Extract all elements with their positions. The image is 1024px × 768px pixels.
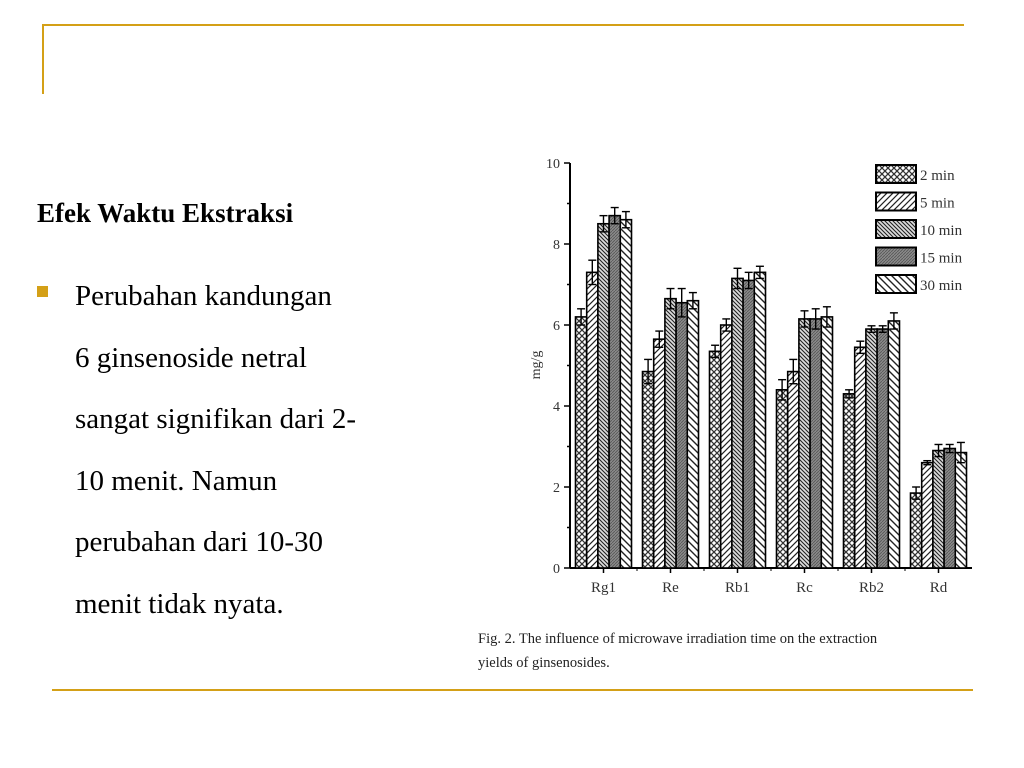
legend-label: 30 min: [920, 278, 963, 294]
bar: [777, 390, 788, 568]
legend-swatch: [876, 220, 916, 238]
y-tick-label: 4: [553, 400, 560, 415]
bar: [877, 329, 888, 568]
x-tick-label: Rb1: [724, 580, 751, 596]
bar: [866, 329, 877, 568]
bar: [955, 453, 966, 568]
bar: [922, 463, 933, 568]
bullet-line: 10 menit. Namun: [75, 464, 278, 497]
legend-label: 10 min: [920, 223, 963, 239]
y-tick-label: 10: [546, 157, 560, 172]
bar: [732, 278, 743, 568]
y-tick-label: 6: [553, 319, 560, 334]
bar: [888, 321, 899, 568]
legend-swatch: [876, 165, 916, 183]
bar: [855, 347, 866, 568]
bar: [609, 216, 620, 568]
bar: [743, 280, 754, 568]
legend-swatch: [876, 248, 916, 266]
bar: [710, 351, 721, 568]
bullet-line: Perubahan kandungan: [75, 280, 332, 312]
legend-label: 15 min: [920, 250, 963, 267]
bar: [821, 317, 832, 568]
bar: [665, 299, 676, 568]
legend-label: 5 min: [920, 195, 955, 212]
bar: [576, 317, 587, 568]
bar: [911, 493, 922, 568]
bullet-line: menit tidak nyata.: [75, 587, 284, 620]
bar: [654, 339, 665, 568]
slide-title: Efek Waktu Ekstraksi: [37, 198, 294, 228]
y-tick-label: 2: [553, 481, 560, 496]
figure-caption: [478, 627, 1023, 675]
caption-line: yields of ginsenosides.: [478, 655, 610, 671]
bar: [810, 319, 821, 568]
bar: [643, 372, 654, 568]
bar: [721, 325, 732, 568]
bar: [620, 220, 631, 568]
x-tick-label: Rb2: [858, 580, 885, 596]
bar: [933, 451, 944, 568]
bullet-line: sangat signifikan dari 2-: [75, 403, 357, 435]
bar: [754, 272, 765, 568]
bar: [598, 224, 609, 568]
legend-label: 2 min: [920, 168, 955, 184]
bar: [587, 272, 598, 568]
bar: [687, 301, 698, 568]
bar: [788, 372, 799, 568]
bar: [844, 394, 855, 568]
caption-line: Fig. 2. The influence of microwave irradiation time on the extraction: [478, 631, 878, 647]
bar: [676, 303, 687, 568]
x-tick-label: Rd: [929, 580, 948, 596]
legend-swatch: [876, 275, 916, 293]
bar: [799, 319, 810, 568]
y-tick-label: 0: [553, 562, 560, 577]
y-tick-label: 8: [553, 238, 560, 253]
bullet-line: 6 ginsenoside netral: [75, 341, 307, 374]
x-tick-label: Re: [662, 580, 679, 596]
x-tick-label: Rg1: [590, 580, 617, 596]
bullet-line: perubahan dari 10-30: [75, 526, 324, 558]
legend-swatch: [876, 193, 916, 211]
bar: [944, 449, 955, 568]
y-axis-label: mg/g: [529, 350, 544, 380]
x-tick-label: Rc: [796, 580, 813, 596]
